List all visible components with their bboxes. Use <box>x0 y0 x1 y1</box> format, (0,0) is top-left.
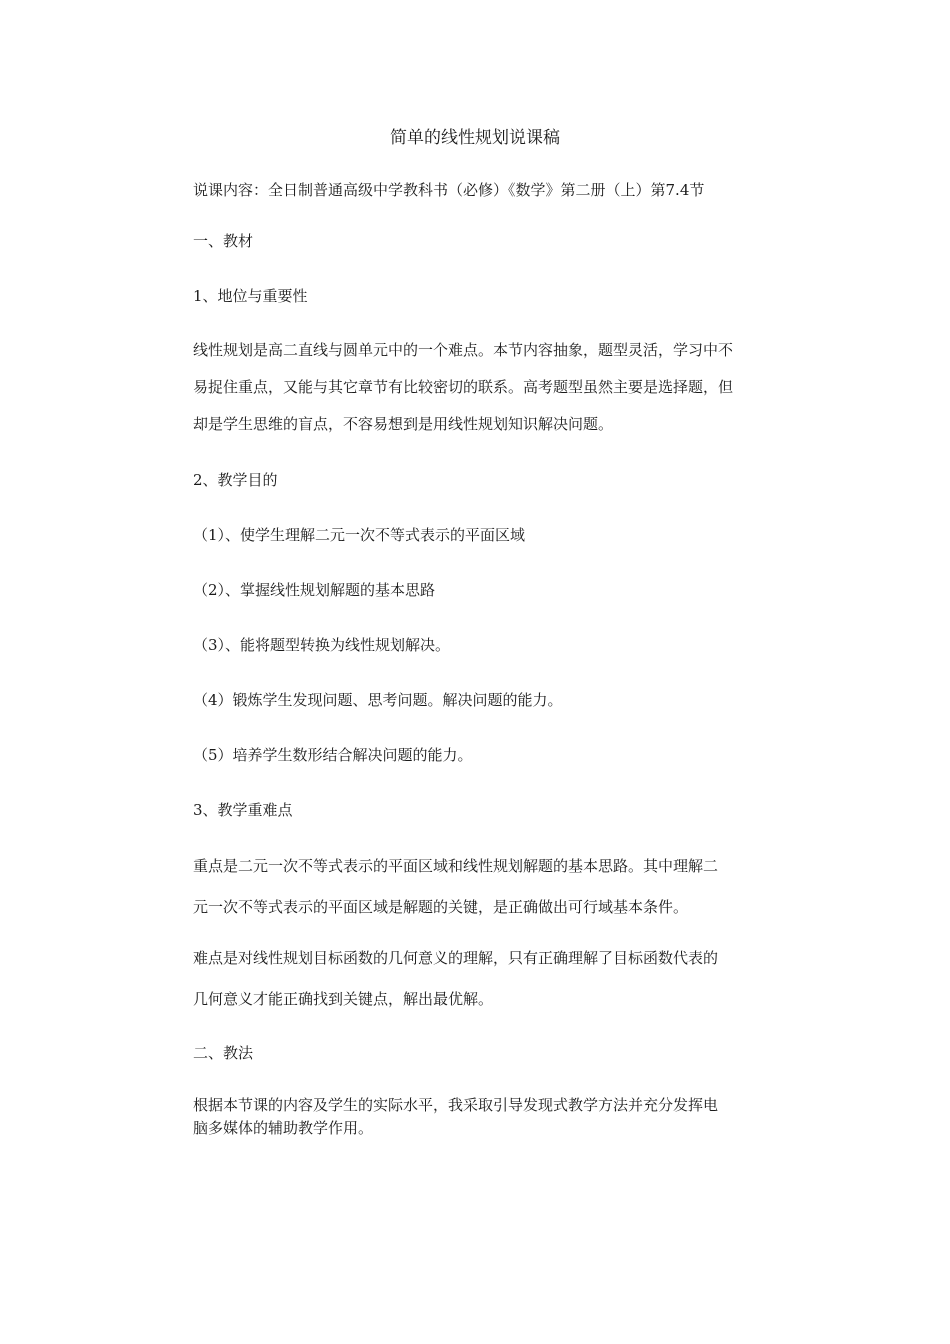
paragraph-line: 线性规划是高二直线与圆单元中的一个难点。本节内容抽象，题型灵活，学习中不 <box>193 341 734 359</box>
goal-item: （1）、使学生理解二元一次不等式表示的平面区域 <box>193 526 526 544</box>
key-points-paragraph <box>193 846 773 928</box>
paragraph-line: 根据本节课的内容及学生的实际水平，我采取引导发现式教学方法并充分发挥电 <box>193 1096 719 1114</box>
difficult-points-paragraph <box>193 938 773 1020</box>
goal-item: （3）、能将题型转换为线性规划解决。 <box>193 636 451 654</box>
section-heading-teaching-method: 二、教法 <box>193 1044 254 1062</box>
teaching-method-paragraph <box>193 1094 773 1140</box>
paragraph-line: 重点是二元一次不等式表示的平面区域和线性规划解题的基本思路。其中理解二 <box>193 857 719 875</box>
goal-item: （5）培养学生数形结合解决问题的能力。 <box>193 746 473 764</box>
paragraph-line: 难点是对线性规划目标函数的几何意义的理解，只有正确理解了目标函数代表的 <box>193 949 719 967</box>
paragraph-line: 几何意义才能正确找到关键点，解出最优解。 <box>193 990 494 1008</box>
section-heading-textbook: 一、教材 <box>193 232 254 250</box>
paragraph-line: 却是学生思维的盲点，不容易想到是用线性规划知识解决问题。 <box>193 415 614 433</box>
paragraph-line: 易捉住重点，又能与其它章节有比较密切的联系。高考题型虽然主要是选择题，但 <box>193 378 734 396</box>
goal-item: （2）、掌握线性规划解题的基本思路 <box>193 581 436 599</box>
subheading-key-difficult-points: 3、教学重难点 <box>193 801 293 819</box>
position-importance-paragraph <box>193 332 773 443</box>
subheading-position-importance: 1、地位与重要性 <box>193 287 308 305</box>
paragraph-line: 脑多媒体的辅助教学作用。 <box>193 1119 374 1137</box>
document-title: 简单的线性规划说课稿 <box>390 128 560 148</box>
goal-item: （4）锻炼学生发现问题、思考问题。解决问题的能力。 <box>193 691 563 709</box>
lesson-content-line: 说课内容：全日制普通高级中学教科书（必修）《数学》第二册（上）第7.4节 <box>193 181 705 199</box>
paragraph-line: 元一次不等式表示的平面区域是解题的关键，是正确做出可行域基本条件。 <box>193 898 689 916</box>
subheading-teaching-goals: 2、教学目的 <box>193 471 278 489</box>
